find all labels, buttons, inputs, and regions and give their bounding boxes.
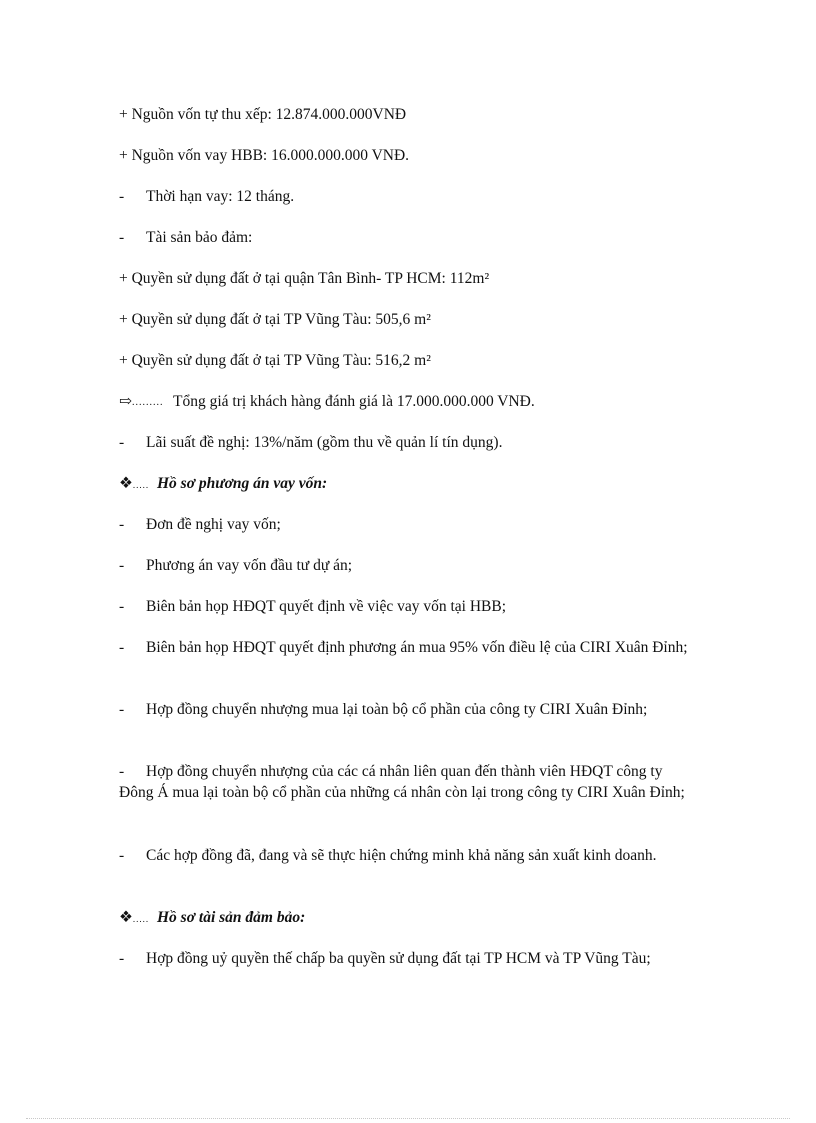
list-item-collateral: [119, 227, 699, 248]
list-item-text: Tài sản bảo đảm:: [146, 229, 253, 246]
list-item-individual-transfer-contract: [119, 761, 699, 803]
dash-marker: -: [119, 557, 125, 574]
section-heading-text: Hồ sơ tài sản đảm bảo:: [157, 909, 306, 926]
page-bottom-rule: [26, 1118, 790, 1119]
dash-marker: -: [119, 701, 125, 718]
list-item-board-minutes-loan: [119, 596, 699, 617]
list-item-text: Thời hạn vay: 12 tháng.: [146, 188, 295, 205]
arrow-icon: ⇨.........: [119, 393, 164, 410]
section-heading-collateral-documents: [119, 907, 699, 930]
list-item-mortgage-authorization: [119, 948, 699, 969]
list-item-text: Lãi suất đề nghị: 13%/năm (gồm thu về quản lí tín dụng).: [146, 434, 503, 451]
list-item-share-transfer-contract: [119, 699, 699, 720]
dash-marker: -: [119, 516, 125, 533]
list-item-investment-plan: [119, 555, 699, 576]
list-item-text: Hợp đồng uỷ quyền thế chấp ba quyền sử dụng đất tại TP HCM và TP Vũng Tàu;: [146, 950, 651, 967]
dash-marker: -: [119, 639, 125, 656]
dash-marker: -: [119, 763, 125, 780]
paragraph-total-valuation: [119, 391, 699, 413]
list-item-loan-application: [119, 514, 699, 535]
list-item-loan-term: [119, 186, 699, 207]
list-item-board-minutes-acquisition: [119, 637, 699, 658]
list-item-text: Hợp đồng chuyển nhượng của các cá nhân liên quan đến thành viên HĐQT công ty Đông Á mua lại toàn bộ cổ phần của những cá nhân còn lại trong công ty CIRI Xuân Đỉnh;: [119, 763, 685, 801]
dash-marker: -: [119, 847, 125, 864]
list-item-business-contracts: [119, 845, 699, 866]
paragraph-land-vung-tau-2: + Quyền sử dụng đất ở tại TP Vũng Tàu: 516,2 m²: [119, 352, 431, 369]
diamond-bullet-icon: ❖.....: [119, 909, 150, 926]
paragraph-self-funded-capital: + Nguồn vốn tự thu xếp: 12.874.000.000VNĐ: [119, 106, 407, 123]
dash-marker: -: [119, 950, 125, 967]
dash-marker: -: [119, 188, 125, 205]
section-heading-loan-plan-documents: [119, 473, 699, 496]
list-item-text: Phương án vay vốn đầu tư dự án;: [146, 557, 353, 574]
paragraph-hbb-loan-capital: + Nguồn vốn vay HBB: 16.000.000.000 VNĐ.: [119, 147, 410, 164]
list-item-text: Đơn đề nghị vay vốn;: [146, 516, 281, 533]
list-item-interest-rate: [119, 432, 699, 453]
list-item-text: Hợp đồng chuyển nhượng mua lại toàn bộ cổ phần của công ty CIRI Xuân Đỉnh;: [146, 701, 648, 718]
diamond-bullet-icon: ❖.....: [119, 475, 150, 492]
dash-marker: -: [119, 229, 125, 246]
total-valuation-text: Tổng giá trị khách hàng đánh giá là 17.000.000.000 VNĐ.: [173, 393, 535, 410]
section-heading-text: Hồ sơ phương án vay vốn:: [157, 475, 328, 492]
dash-marker: -: [119, 434, 125, 451]
list-item-text: Biên bản họp HĐQT quyết định phương án mua 95% vốn điều lệ của CIRI Xuân Đỉnh;: [146, 639, 688, 656]
dash-marker: -: [119, 598, 125, 615]
paragraph-land-vung-tau-1: + Quyền sử dụng đất ở tại TP Vũng Tàu: 505,6 m²: [119, 311, 431, 328]
paragraph-land-tan-binh: + Quyền sử dụng đất ở tại quận Tân Bình- TP HCM: 112m²: [119, 270, 490, 287]
list-item-text: Biên bản họp HĐQT quyết định về việc vay vốn tại HBB;: [146, 598, 507, 615]
list-item-text: Các hợp đồng đã, đang và sẽ thực hiện chứng minh khả năng sản xuất kinh doanh.: [146, 847, 657, 864]
